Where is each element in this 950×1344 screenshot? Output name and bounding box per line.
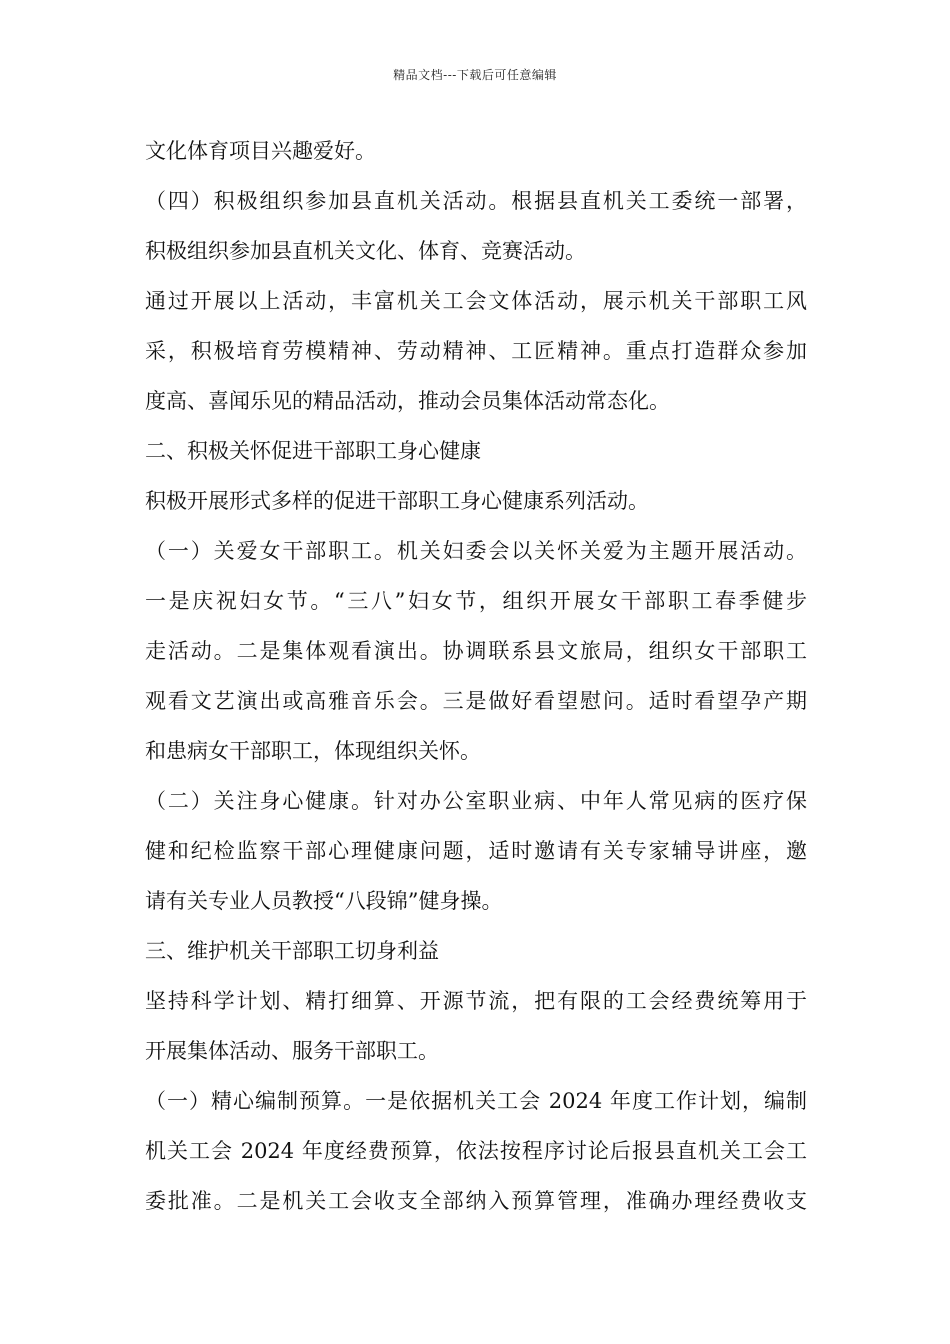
section-heading: 三、维护机关干部职工切身利益 <box>145 939 439 963</box>
page-header: 精品文档---下载后可任意编辑 <box>393 68 557 82</box>
text-line: 采，积极培育劳模精神、劳动精神、工匠精神。重点打造群众参加 <box>145 339 807 363</box>
text-line: 观看文艺演出或高雅音乐会。三是做好看望慰问。适时看望孕产期 <box>145 689 807 713</box>
document-body <box>145 126 807 1226</box>
text-line: （一）精心编制预算。一是依据机关工会 2024 年度工作计划，编制 <box>145 1089 807 1113</box>
text-line: 一是庆祝妇女节。“三八”妇女节，组织开展女干部职工春季健步 <box>145 589 807 613</box>
text-line: 积极组织参加县直机关文化、体育、竞赛活动。 <box>145 239 586 263</box>
text-line: 委批准。二是机关工会收支全部纳入预算管理，准确办理经费收支 <box>145 1189 807 1213</box>
text-line: 和患病女干部职工，体现组织关怀。 <box>145 739 481 763</box>
text-line: 度高、喜闻乐见的精品活动，推动会员集体活动常态化。 <box>145 389 670 413</box>
text-line: 机关工会 2024 年度经费预算，依法按程序讨论后报县直机关工会工 <box>145 1139 807 1163</box>
text-line: 积极开展形式多样的促进干部职工身心健康系列活动。 <box>145 489 649 513</box>
text-line: 走活动。二是集体观看演出。协调联系县文旅局，组织女干部职工 <box>145 639 807 663</box>
section-heading: 二、积极关怀促进干部职工身心健康 <box>145 439 481 463</box>
text-line: 健和纪检监察干部心理健康问题，适时邀请有关专家辅导讲座，邀 <box>145 839 807 863</box>
text-line: （一）关爱女干部职工。机关妇委会以关怀关爱为主题开展活动。 <box>145 539 807 563</box>
text-line: （二）关注身心健康。针对办公室职业病、中年人常见病的医疗保 <box>145 789 807 813</box>
text-line: （四）积极组织参加县直机关活动。根据县直机关工委统一部署， <box>145 189 807 213</box>
text-line: 坚持科学计划、精打细算、开源节流，把有限的工会经费统筹用于 <box>145 989 807 1013</box>
text-line: 文化体育项目兴趣爱好。 <box>145 139 376 163</box>
text-line: 通过开展以上活动，丰富机关工会文体活动，展示机关干部职工风 <box>145 289 807 313</box>
text-line: 开展集体活动、服务干部职工。 <box>145 1039 439 1063</box>
text-line: 请有关专业人员教授“八段锦”健身操。 <box>145 889 503 913</box>
